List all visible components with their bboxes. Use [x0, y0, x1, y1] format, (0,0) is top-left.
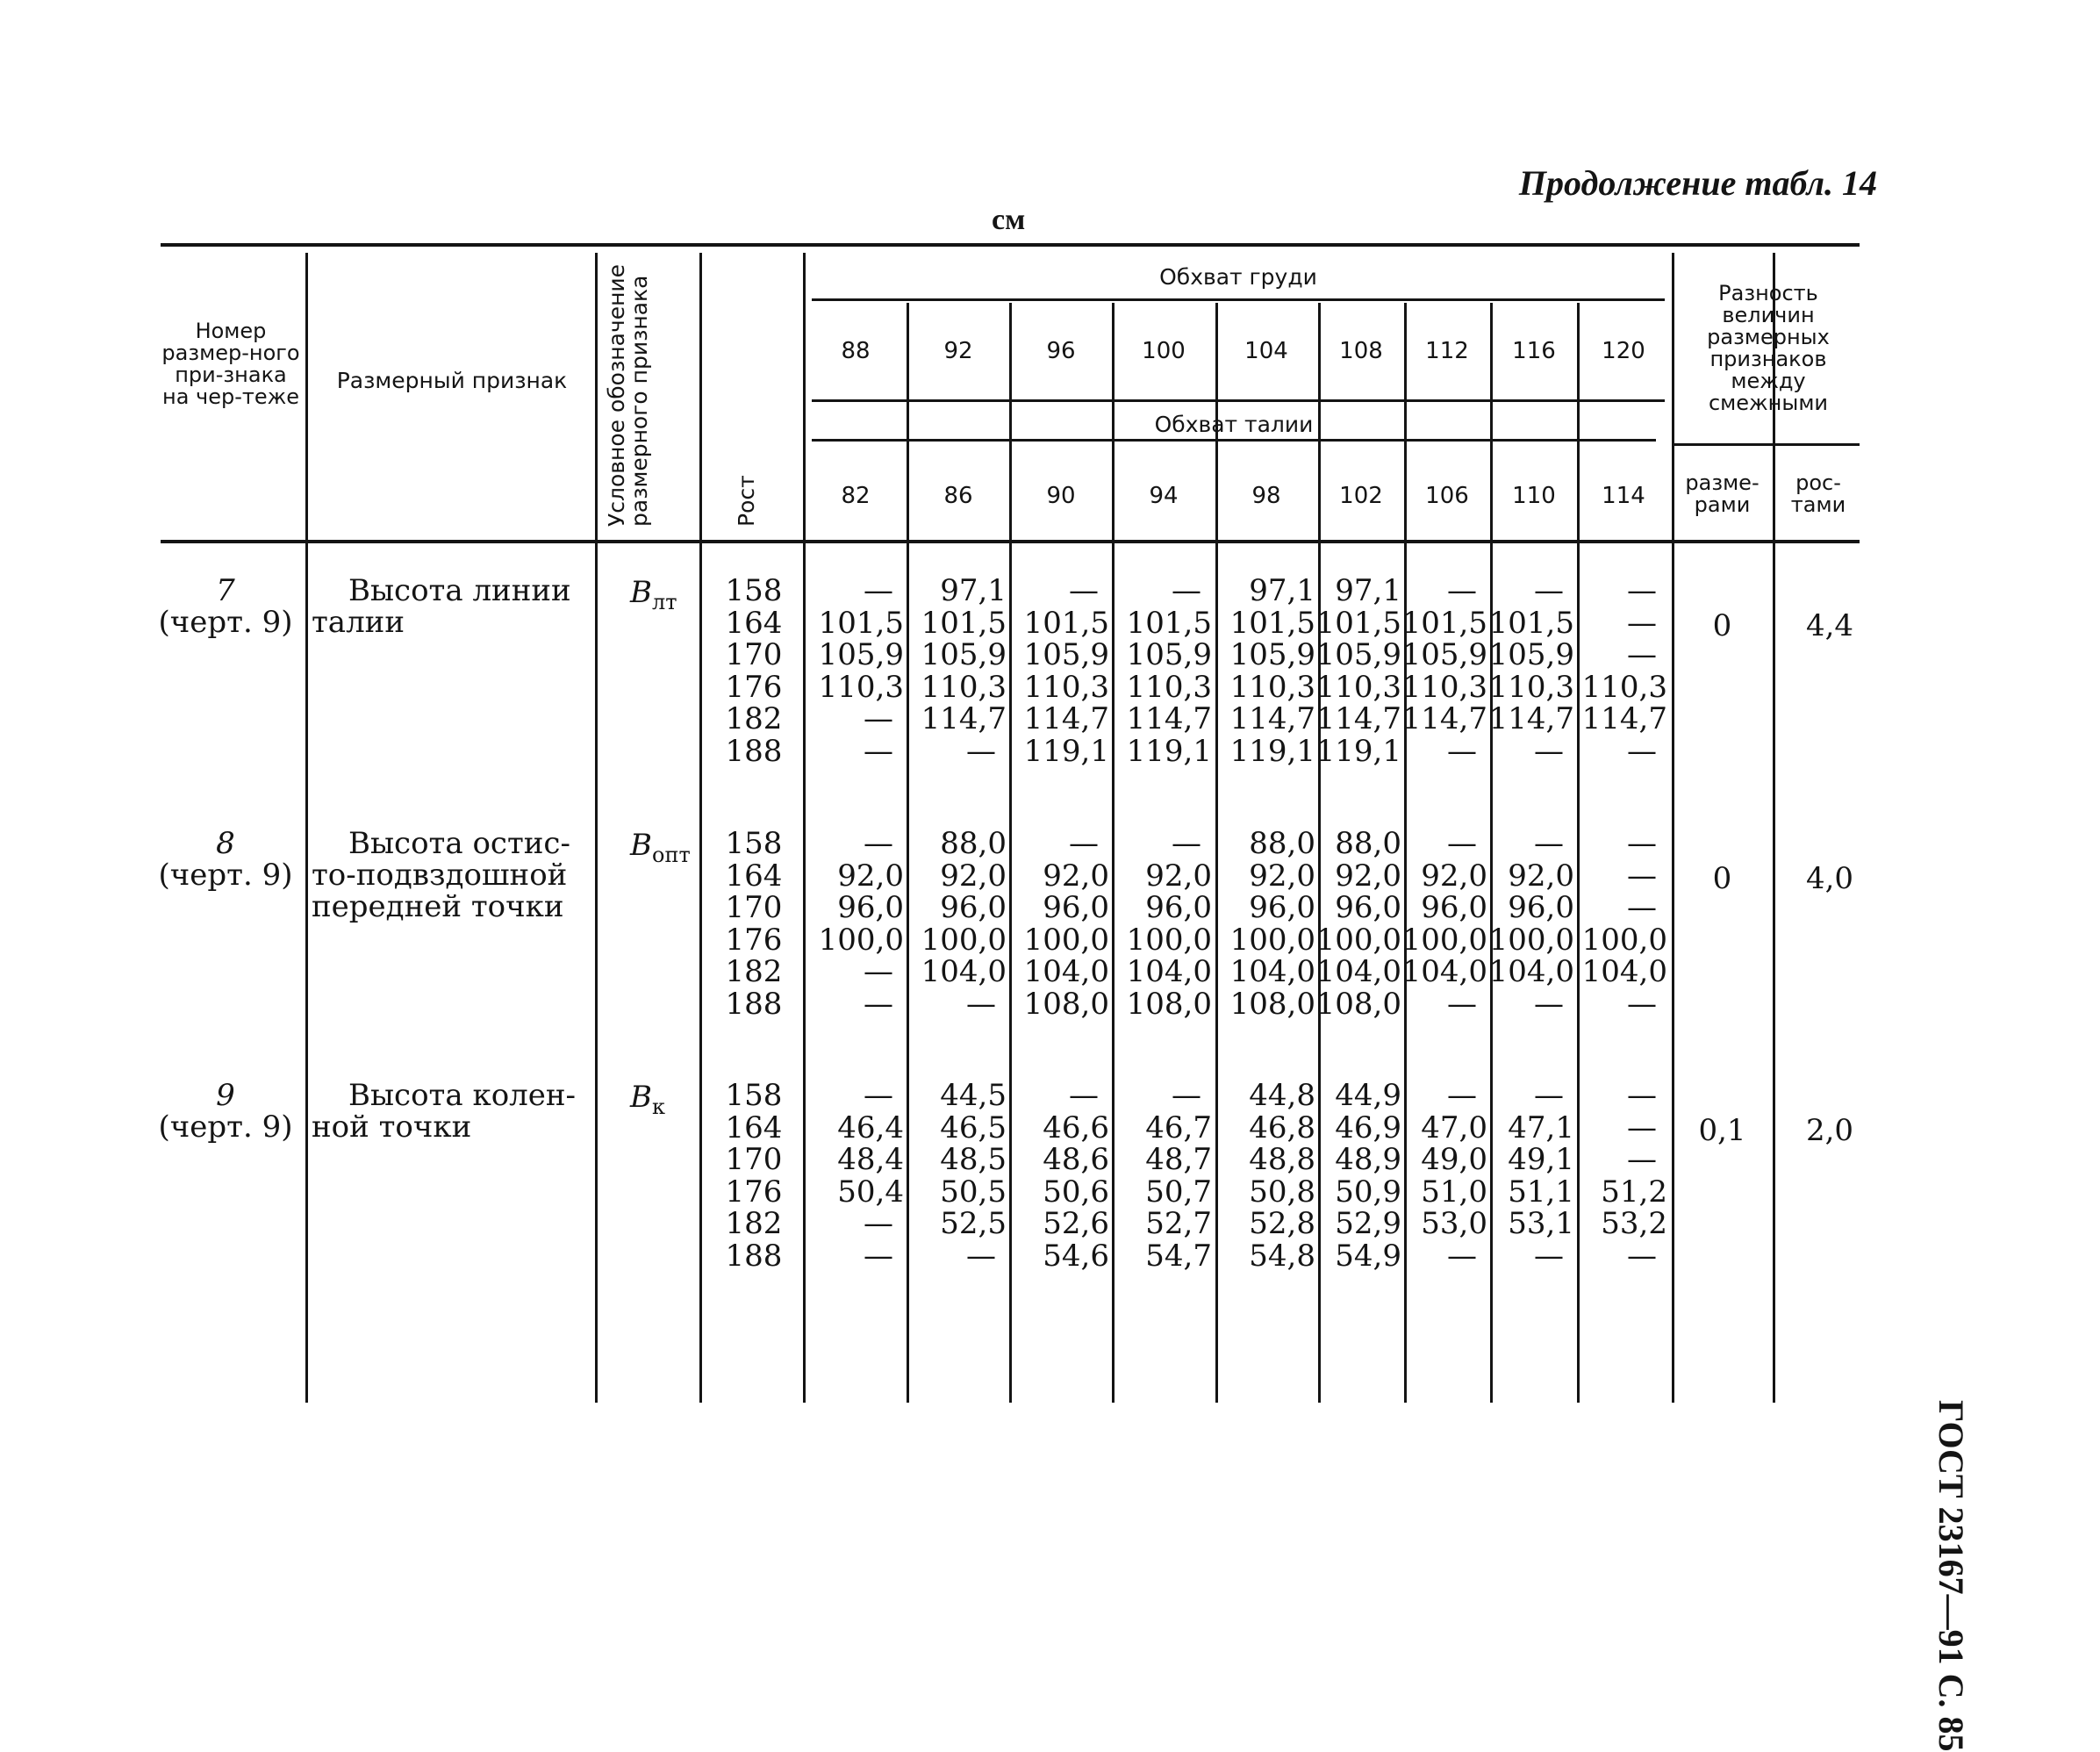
- table-cell: 54,8: [1249, 1238, 1315, 1274]
- table-cell: 97,1: [1249, 573, 1315, 608]
- row-symbol: [630, 575, 677, 614]
- row-value-column: [910, 828, 1007, 1020]
- table-cell: 100,0: [1401, 922, 1487, 958]
- table-cell: 48,5: [940, 1142, 1007, 1177]
- header-chest-value: 108: [1339, 338, 1383, 364]
- row-feature: [312, 575, 571, 638]
- table-cell: 114,7: [1023, 701, 1109, 736]
- table-cell: 100,0: [1488, 922, 1574, 958]
- row-symbol-main: В: [630, 1080, 652, 1115]
- table-cell: 110,3: [1229, 669, 1315, 705]
- table-cell: 53,2: [1601, 1206, 1667, 1241]
- table-cell: 48,9: [1335, 1142, 1401, 1177]
- table-cell: 108,0: [1126, 986, 1212, 1022]
- table-cell: —: [1627, 1238, 1657, 1274]
- table-cell: 92,0: [940, 858, 1007, 894]
- row-value-column: [1219, 828, 1315, 1020]
- table-cell: 105,9: [921, 637, 1007, 672]
- unit-label: см: [992, 204, 1026, 236]
- table-cell: 114,7: [1229, 701, 1315, 736]
- table-cell: —: [1447, 986, 1477, 1022]
- row-value-column: [1391, 1080, 1487, 1272]
- table-cell: 100,0: [921, 922, 1007, 958]
- table-cell: —: [864, 954, 893, 989]
- header-waist-value: 94: [1149, 483, 1179, 509]
- row-value-column: [1571, 828, 1667, 1020]
- table-cell: 101,5: [1315, 605, 1401, 641]
- table-cell: —: [1172, 573, 1201, 608]
- table-cell: 114,7: [1401, 701, 1487, 736]
- table-cell: 54,6: [1043, 1238, 1109, 1274]
- row-value-column: [1571, 1080, 1667, 1272]
- row-number-value: 7: [216, 573, 235, 608]
- row-symbol-sub: опт: [652, 842, 691, 867]
- data-column-rule: [907, 303, 909, 1403]
- table-cell: —: [1534, 1238, 1564, 1274]
- column-rule: [1672, 253, 1674, 1403]
- table-cell: 119,1: [1315, 733, 1401, 769]
- row-value-column: [807, 575, 904, 767]
- table-cell: 108,0: [1229, 986, 1315, 1022]
- row-diff-sizes: 0: [1712, 608, 1732, 643]
- header-waist-value: 102: [1339, 483, 1383, 509]
- row-symbol-sub: к: [652, 1094, 665, 1119]
- table-cell: 96,0: [940, 890, 1007, 925]
- table-cell: —: [1627, 1109, 1657, 1145]
- table-cell: 96,0: [1249, 890, 1315, 925]
- data-column-rule: [1112, 303, 1115, 1403]
- table-cell: 119,1: [1229, 733, 1315, 769]
- table-cell: —: [864, 733, 893, 769]
- table-cell: 100,0: [818, 922, 904, 958]
- row-number: [151, 1080, 300, 1143]
- table-cell: 105,9: [1401, 637, 1487, 672]
- row-heights: 158 164 170 176 182 188: [725, 573, 783, 769]
- header-chest-value: 92: [943, 338, 973, 364]
- table-top-rule: [161, 243, 1860, 247]
- row-number: [151, 575, 300, 638]
- table-cell: —: [1627, 605, 1657, 641]
- table-cell: 110,3: [1126, 669, 1212, 705]
- table-cell: 110,3: [1488, 669, 1574, 705]
- row-feature-line: передней точки: [312, 889, 564, 924]
- header-diff-sizes: разме-рами: [1685, 470, 1760, 517]
- row-value-column: [1478, 575, 1574, 767]
- row-feature-line: талии: [312, 605, 405, 640]
- table-cell: 101,5: [818, 605, 904, 641]
- table-cell: —: [1627, 733, 1657, 769]
- table-cell: 108,0: [1023, 986, 1109, 1022]
- table-cell: —: [1069, 573, 1099, 608]
- row-value-column: [1013, 575, 1109, 767]
- table-cell: 104,0: [1023, 954, 1109, 989]
- row-feature-line: Высота линии: [348, 573, 571, 608]
- row-value-column: [1013, 828, 1109, 1020]
- table-cell: —: [966, 986, 996, 1022]
- row-feature: [312, 828, 570, 923]
- table-cell: 96,0: [1508, 890, 1574, 925]
- table-cell: —: [1447, 573, 1477, 608]
- table-cell: 104,0: [1401, 954, 1487, 989]
- table-cell: 104,0: [1315, 954, 1401, 989]
- table-cell: 50,4: [837, 1174, 904, 1210]
- table-cell: —: [864, 573, 893, 608]
- table-cell: 46,9: [1335, 1109, 1401, 1145]
- header-chest-value: 120: [1602, 338, 1645, 364]
- table-cell: 50,6: [1043, 1174, 1109, 1210]
- table-cell: —: [966, 733, 996, 769]
- header-waist-value: 106: [1425, 483, 1469, 509]
- table-cell: 100,0: [1126, 922, 1212, 958]
- table-cell: 114,7: [1488, 701, 1574, 736]
- table-cell: —: [1627, 890, 1657, 925]
- table-cell: 104,0: [921, 954, 1007, 989]
- table-cell: 110,3: [1023, 669, 1109, 705]
- row-value-column: [1305, 1080, 1401, 1272]
- row-value-column: [1478, 828, 1574, 1020]
- table-cell: 50,9: [1335, 1174, 1401, 1210]
- row-heights: 158 164 170 176 182 188: [725, 1078, 783, 1274]
- table-cell: 92,0: [1043, 858, 1109, 894]
- table-cell: 92,0: [1508, 858, 1574, 894]
- table-cell: 101,5: [1488, 605, 1574, 641]
- table-cell: 47,0: [1421, 1109, 1487, 1145]
- table-cell: 51,2: [1601, 1174, 1667, 1210]
- header-waist-value: 110: [1512, 483, 1556, 509]
- table-caption: Продолжение табл. 14: [1518, 163, 1877, 203]
- table-cell: —: [1069, 826, 1099, 861]
- table-cell: —: [1172, 1078, 1201, 1113]
- row-value-column: [1571, 575, 1667, 767]
- table-cell: 114,7: [921, 701, 1007, 736]
- table-cell: 110,3: [1315, 669, 1401, 705]
- header-chest-value: 104: [1244, 338, 1288, 364]
- table-cell: 52,7: [1145, 1206, 1212, 1241]
- table-cell: 96,0: [1335, 890, 1401, 925]
- table-cell: 100,0: [1315, 922, 1401, 958]
- row-value-column: [1219, 575, 1315, 767]
- table-cell: 50,5: [940, 1174, 1007, 1210]
- header-waist-value: 114: [1602, 483, 1645, 509]
- table-cell: 46,4: [837, 1109, 904, 1145]
- table-cell: 88,0: [940, 826, 1007, 861]
- table-cell: 47,1: [1508, 1109, 1574, 1145]
- header-chest-value: 100: [1142, 338, 1186, 364]
- header-diff-heights: рос-тами: [1790, 470, 1846, 517]
- table-cell: 52,9: [1335, 1206, 1401, 1241]
- row-diff-heights: 4,4: [1805, 608, 1854, 643]
- row-value-column: [1013, 1080, 1109, 1272]
- table-cell: 104,0: [1126, 954, 1212, 989]
- row-number-value: 8: [216, 826, 235, 861]
- table-cell: —: [1447, 826, 1477, 861]
- row-value-column: [1391, 575, 1487, 767]
- table-cell: 110,3: [818, 669, 904, 705]
- chest-values-rule: [812, 399, 1665, 402]
- table-cell: —: [1627, 858, 1657, 894]
- difference-rule: [1672, 443, 1860, 446]
- table-cell: 101,5: [1126, 605, 1212, 641]
- table-cell: 114,7: [1126, 701, 1212, 736]
- table-cell: 92,0: [1145, 858, 1212, 894]
- table-cell: —: [1627, 1078, 1657, 1113]
- row-number-ref: (черт. 9): [158, 858, 293, 893]
- table-cell: —: [1447, 1078, 1477, 1113]
- table-cell: 52,5: [940, 1206, 1007, 1241]
- row-feature-line: Высота колен-: [348, 1078, 577, 1113]
- header-chest-value: 116: [1512, 338, 1556, 364]
- table-cell: —: [1627, 1142, 1657, 1177]
- table-cell: 46,8: [1249, 1109, 1315, 1145]
- row-feature: [312, 1080, 576, 1143]
- table-cell: —: [1534, 1078, 1564, 1113]
- column-rule: [803, 253, 806, 1403]
- table-cell: 88,0: [1335, 826, 1401, 861]
- data-column-rule: [1215, 303, 1218, 1403]
- table-cell: 104,0: [1229, 954, 1315, 989]
- row-diff-heights: 2,0: [1805, 1113, 1854, 1148]
- table-cell: 46,6: [1043, 1109, 1109, 1145]
- table-cell: 92,0: [837, 858, 904, 894]
- table-cell: 105,9: [1023, 637, 1109, 672]
- table-cell: 101,5: [921, 605, 1007, 641]
- row-number-ref: (черт. 9): [158, 605, 293, 640]
- table-cell: —: [1534, 733, 1564, 769]
- table-cell: 110,3: [921, 669, 1007, 705]
- table-cell: 46,7: [1145, 1109, 1212, 1145]
- row-value-column: [910, 1080, 1007, 1272]
- waist-group-rule: [812, 439, 1656, 442]
- table-cell: 88,0: [1249, 826, 1315, 861]
- column-rule: [1773, 253, 1775, 1403]
- table-cell: 48,7: [1145, 1142, 1212, 1177]
- table-cell: —: [966, 1238, 996, 1274]
- row-value-column: [1478, 1080, 1574, 1272]
- row-value-column: [1391, 828, 1487, 1020]
- table-cell: 53,0: [1421, 1206, 1487, 1241]
- table-cell: 104,0: [1581, 954, 1667, 989]
- table-cell: 92,0: [1335, 858, 1401, 894]
- table-cell: 105,9: [1488, 637, 1574, 672]
- table-cell: 110,3: [1401, 669, 1487, 705]
- table-cell: 114,7: [1315, 701, 1401, 736]
- row-value-column: [807, 1080, 904, 1272]
- row-symbol: [630, 1080, 665, 1119]
- table-cell: —: [1447, 733, 1477, 769]
- table-cell: 101,5: [1401, 605, 1487, 641]
- row-heights: 158 164 170 176 182 188: [725, 826, 783, 1022]
- row-symbol-main: В: [630, 828, 652, 863]
- table-cell: 100,0: [1581, 922, 1667, 958]
- header-number: Номер размер-ного при-знака на чер-теже: [161, 319, 300, 409]
- row-number-value: 9: [216, 1078, 235, 1113]
- row-feature-line: то-подвздошной: [312, 858, 568, 893]
- header-waist-group: Обхват талии: [1154, 412, 1314, 437]
- table-cell: 96,0: [837, 890, 904, 925]
- table-cell: 96,0: [1145, 890, 1212, 925]
- table-cell: —: [864, 1238, 893, 1274]
- table-cell: —: [864, 1206, 893, 1241]
- header-chest-value: 88: [841, 338, 871, 364]
- table-cell: 46,5: [940, 1109, 1007, 1145]
- header-chest-value: 112: [1425, 338, 1469, 364]
- table-cell: —: [864, 1078, 893, 1113]
- column-rule: [305, 253, 308, 1403]
- table-cell: 50,7: [1145, 1174, 1212, 1210]
- row-value-column: [1305, 575, 1401, 767]
- table-cell: —: [1534, 826, 1564, 861]
- table-cell: 92,0: [1249, 858, 1315, 894]
- row-value-column: [1219, 1080, 1315, 1272]
- table-cell: 51,0: [1421, 1174, 1487, 1210]
- table-cell: —: [1627, 637, 1657, 672]
- table-cell: 97,1: [1335, 573, 1401, 608]
- chest-group-rule: [812, 298, 1665, 301]
- table-cell: 114,7: [1581, 701, 1667, 736]
- table-cell: 92,0: [1421, 858, 1487, 894]
- table-cell: 100,0: [1023, 922, 1109, 958]
- table-cell: 54,7: [1145, 1238, 1212, 1274]
- table-cell: 50,8: [1249, 1174, 1315, 1210]
- table-cell: 52,8: [1249, 1206, 1315, 1241]
- table-cell: 49,0: [1421, 1142, 1487, 1177]
- row-value-column: [910, 575, 1007, 767]
- table-cell: 52,6: [1043, 1206, 1109, 1241]
- header-feature: Размерный признак: [336, 368, 568, 393]
- row-diff-sizes: 0,1: [1698, 1113, 1746, 1148]
- row-number-ref: (черт. 9): [158, 1109, 293, 1145]
- row-value-column: [807, 828, 904, 1020]
- header-symbol: Условное обозначение размерного признака: [604, 263, 652, 527]
- data-column-rule: [1009, 303, 1012, 1403]
- column-rule: [699, 253, 702, 1403]
- table-cell: 119,1: [1126, 733, 1212, 769]
- row-feature-line: ной точки: [312, 1109, 472, 1145]
- table-cell: 44,8: [1249, 1078, 1315, 1113]
- table-cell: 96,0: [1421, 890, 1487, 925]
- table-cell: 108,0: [1315, 986, 1401, 1022]
- table-cell: —: [1447, 1238, 1477, 1274]
- table-cell: 48,8: [1249, 1142, 1315, 1177]
- header-waist-value: 98: [1251, 483, 1281, 509]
- table-cell: 119,1: [1023, 733, 1109, 769]
- table-cell: 44,5: [940, 1078, 1007, 1113]
- table-cell: 105,9: [1126, 637, 1212, 672]
- row-value-column: [1115, 575, 1212, 767]
- table-cell: —: [864, 826, 893, 861]
- header-waist-value: 90: [1046, 483, 1076, 509]
- table-cell: —: [1172, 826, 1201, 861]
- table-cell: 97,1: [940, 573, 1007, 608]
- table-cell: —: [1627, 986, 1657, 1022]
- table-cell: 51,1: [1508, 1174, 1574, 1210]
- table-cell: 104,0: [1488, 954, 1574, 989]
- table-cell: 101,5: [1229, 605, 1315, 641]
- header-difference-group: Разность величин размерных признаков между смежными: [1707, 281, 1830, 415]
- header-height: Рост: [734, 475, 759, 527]
- table-cell: —: [1627, 826, 1657, 861]
- table-cell: —: [1627, 573, 1657, 608]
- row-diff-sizes: 0: [1712, 861, 1732, 896]
- header-chest-value: 96: [1046, 338, 1076, 364]
- row-feature-line: Высота остис-: [348, 826, 570, 861]
- table-cell: 48,6: [1043, 1142, 1109, 1177]
- table-cell: 53,1: [1508, 1206, 1574, 1241]
- table-cell: —: [864, 986, 893, 1022]
- table-cell: 100,0: [1229, 922, 1315, 958]
- table-cell: —: [1534, 986, 1564, 1022]
- header-waist-value: 86: [943, 483, 973, 509]
- row-value-column: [1115, 828, 1212, 1020]
- table-cell: 101,5: [1023, 605, 1109, 641]
- table-cell: 105,9: [1229, 637, 1315, 672]
- table-cell: 48,4: [837, 1142, 904, 1177]
- table-cell: —: [1069, 1078, 1099, 1113]
- header-waist-value: 82: [841, 483, 871, 509]
- document-side-mark: ГОСТ 23167—91 С. 85: [1932, 1400, 1971, 1752]
- row-number: [151, 828, 300, 891]
- table-cell: 105,9: [818, 637, 904, 672]
- row-symbol: [630, 828, 691, 867]
- table-cell: 110,3: [1581, 669, 1667, 705]
- table-cell: —: [1534, 573, 1564, 608]
- table-cell: 54,9: [1335, 1238, 1401, 1274]
- row-value-column: [1115, 1080, 1212, 1272]
- table-cell: 49,1: [1508, 1142, 1574, 1177]
- row-value-column: [1305, 828, 1401, 1020]
- table-cell: 105,9: [1315, 637, 1401, 672]
- row-symbol-sub: лт: [652, 589, 677, 614]
- table-cell: 44,9: [1335, 1078, 1401, 1113]
- header-chest-group: Обхват груди: [1159, 264, 1317, 290]
- table-cell: —: [864, 701, 893, 736]
- row-symbol-main: В: [630, 575, 652, 610]
- table-cell: 96,0: [1043, 890, 1109, 925]
- column-rule: [595, 253, 598, 1403]
- row-diff-heights: 4,0: [1805, 861, 1854, 896]
